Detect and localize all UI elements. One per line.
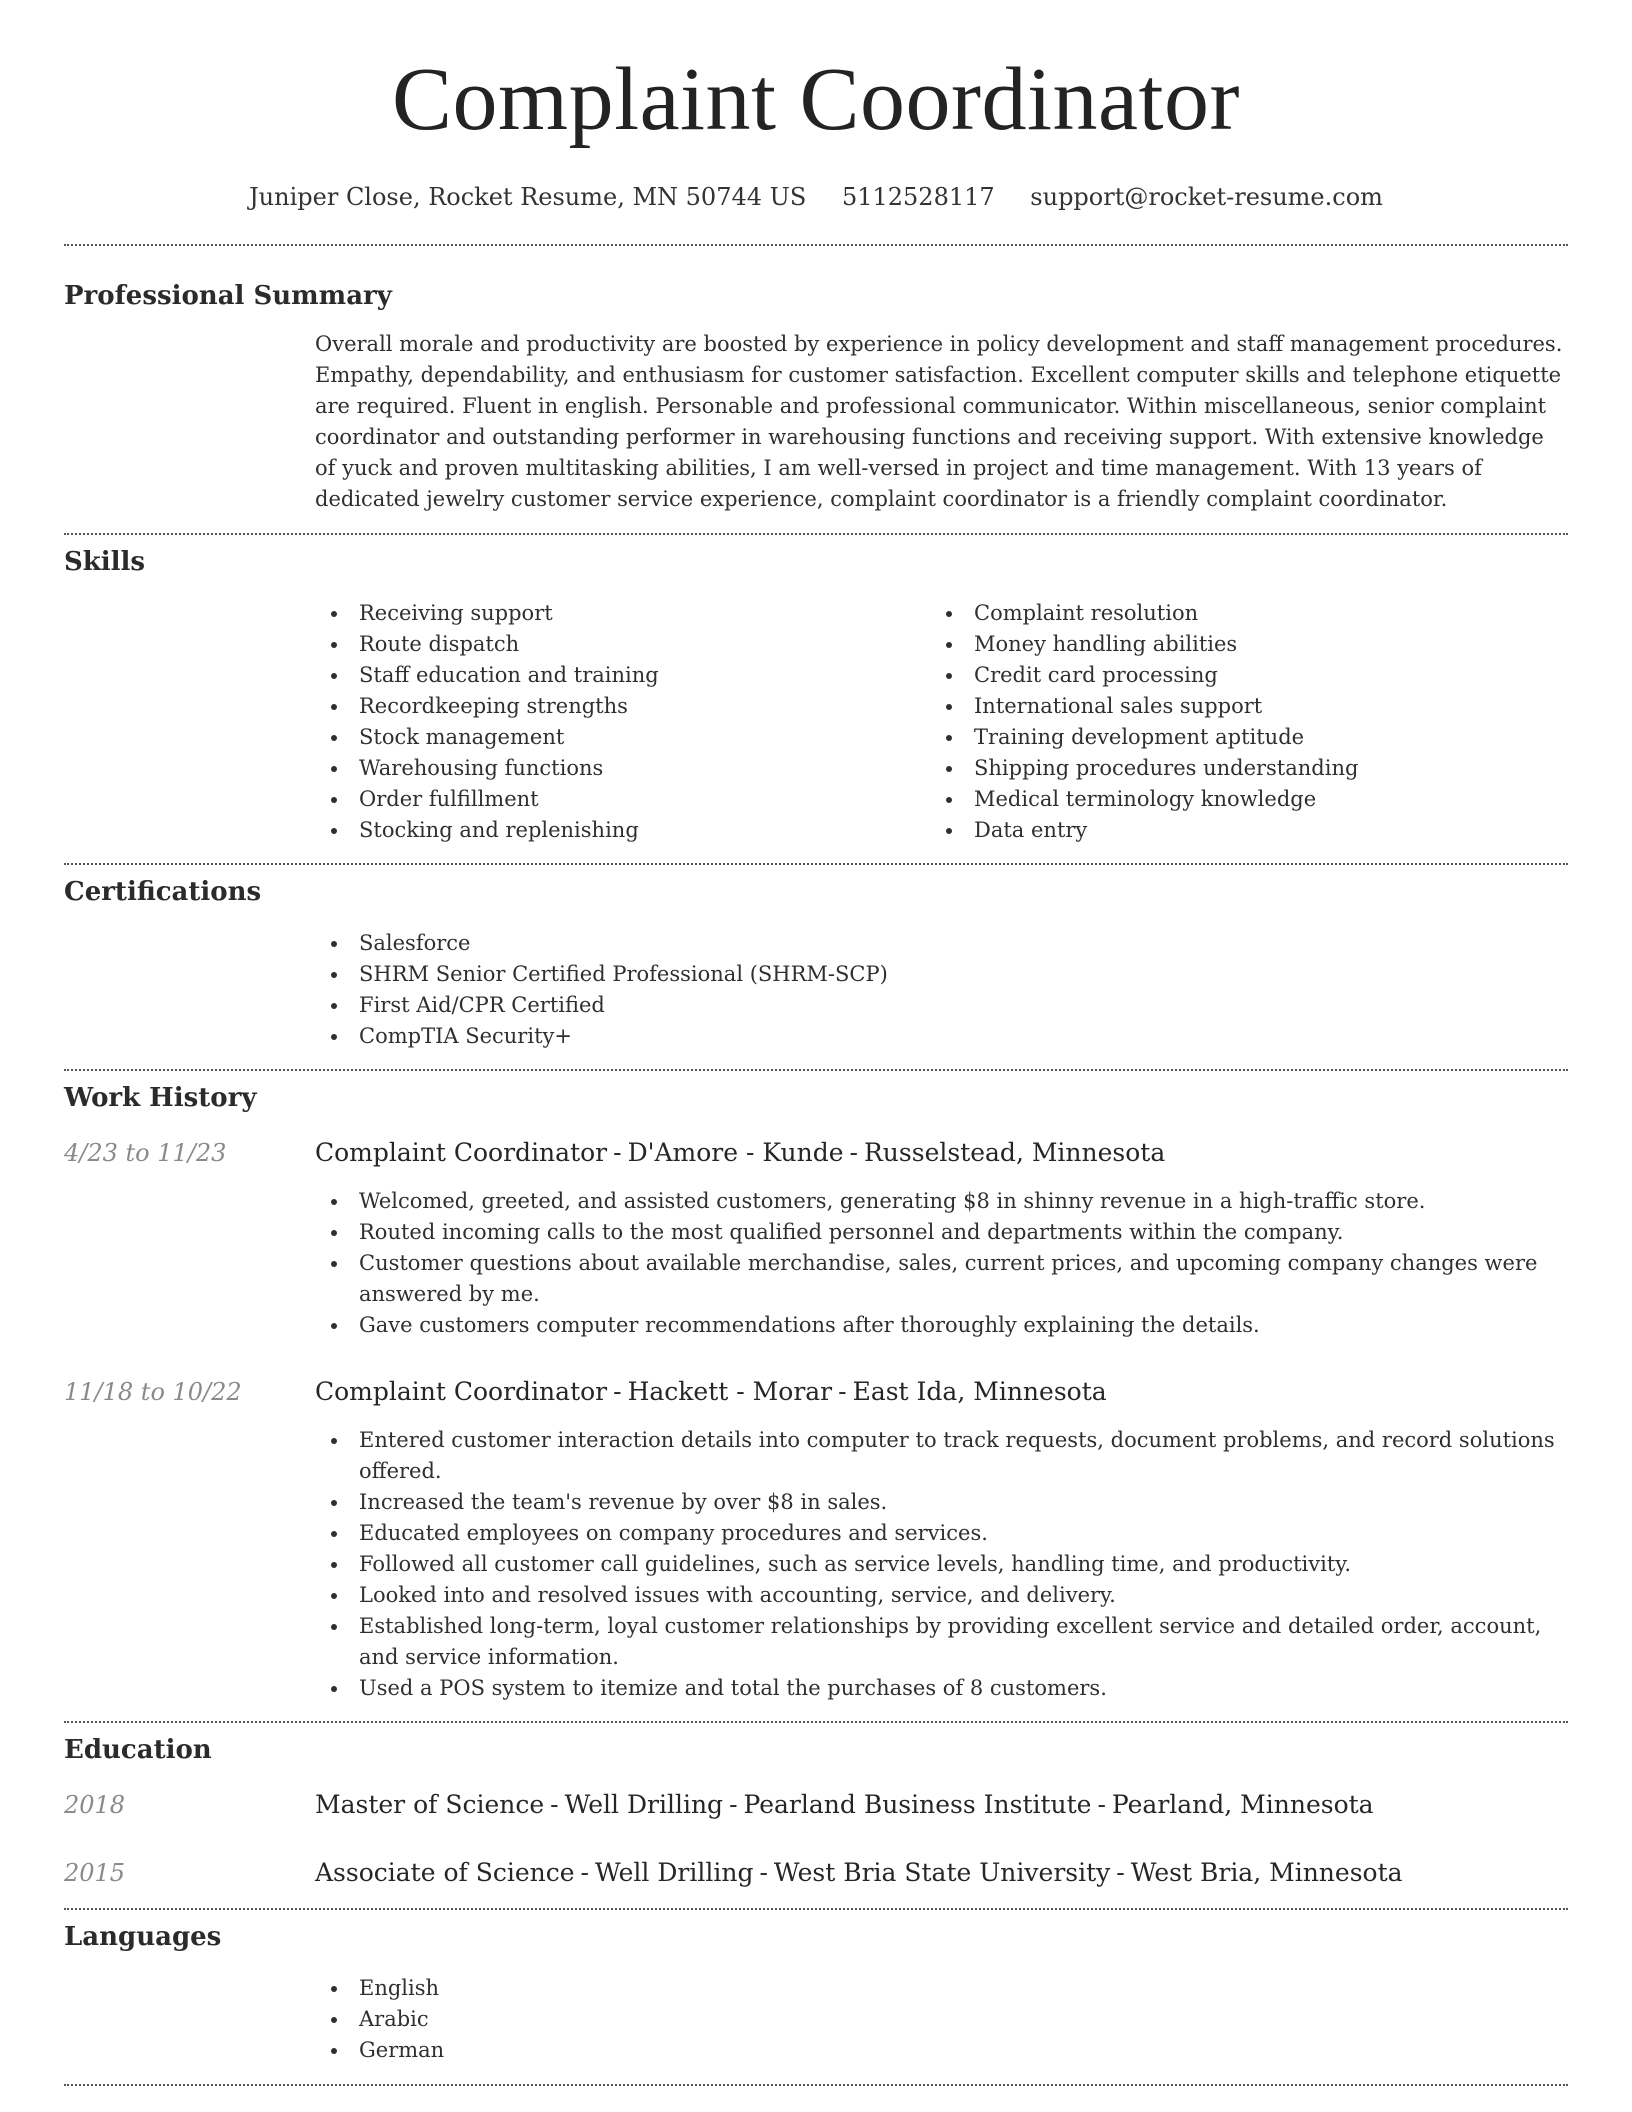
job-bullet: Followed all customer call guidelines, such as service levels, handling time, and productivity. bbox=[359, 1549, 1568, 1580]
divider bbox=[64, 2084, 1568, 2086]
skill-item: Shipping procedures understanding bbox=[974, 753, 1545, 784]
job-company: Hackett - Morar bbox=[627, 1377, 833, 1406]
education-field: Well Drilling bbox=[564, 1790, 724, 1819]
section-skills bbox=[64, 535, 1568, 846]
education-location: Pearland, Minnesota bbox=[1111, 1790, 1374, 1819]
section-title-skills: Skills bbox=[64, 547, 146, 577]
section-title-education: Education bbox=[64, 1735, 212, 1765]
job-bullet: Looked into and resolved issues with accounting, service, and delivery. bbox=[359, 1580, 1568, 1611]
section-title-certifications: Certifications bbox=[64, 877, 262, 907]
education-school: West Bria State University bbox=[773, 1858, 1111, 1887]
section-title-work: Work History bbox=[64, 1083, 257, 1113]
job-heading: Complaint Coordinator - D'Amore - Kunde - Russelstead, Minnesota bbox=[315, 1138, 1166, 1167]
skill-item: Staff education and training bbox=[359, 660, 930, 691]
certification-item: CompTIA Security+ bbox=[359, 1021, 1568, 1052]
language-item: English bbox=[359, 1973, 1568, 2004]
education-school: Pearland Business Institute bbox=[743, 1790, 1092, 1819]
job-bullet: Used a POS system to itemize and total the purchases of 8 customers. bbox=[359, 1673, 1568, 1704]
skill-item: Complaint resolution bbox=[974, 598, 1545, 629]
job-dates: 4/23 to 11/23 bbox=[64, 1139, 227, 1167]
job-bullet: Routed incoming calls to the most qualified personnel and departments within the company. bbox=[359, 1217, 1568, 1248]
section-education bbox=[64, 1723, 1568, 1888]
skill-item: Order fulfillment bbox=[359, 784, 930, 815]
certification-item: SHRM Senior Certified Professional (SHRM-SCP) bbox=[359, 959, 1568, 990]
language-item: German bbox=[359, 2035, 1568, 2066]
job-location: East Ida, Minnesota bbox=[852, 1377, 1107, 1406]
job-dates: 11/18 to 10/22 bbox=[64, 1378, 242, 1406]
job-location: Russelstead, Minnesota bbox=[863, 1138, 1166, 1167]
education-year: 2015 bbox=[64, 1859, 126, 1887]
skill-item: Money handling abilities bbox=[974, 629, 1545, 660]
education-heading: Associate of Science - Well Drilling - West Bria State University - West Bria, Minnesota bbox=[315, 1858, 1403, 1887]
job-entry bbox=[64, 1138, 1568, 1341]
section-work-history bbox=[64, 1071, 1568, 1704]
skill-item: Stocking and replenishing bbox=[359, 815, 930, 846]
section-certifications bbox=[64, 865, 1568, 1052]
certification-item: Salesforce bbox=[359, 928, 1568, 959]
contact-email[interactable]: support@rocket-resume.com bbox=[1030, 183, 1383, 211]
skill-item: Data entry bbox=[974, 815, 1545, 846]
job-company: D'Amore - Kunde bbox=[627, 1138, 844, 1167]
skill-item: Credit card processing bbox=[974, 660, 1545, 691]
section-title-summary: Professional Summary bbox=[64, 281, 392, 311]
contact-address: Juniper Close, Rocket Resume, MN 50744 US bbox=[249, 183, 807, 211]
education-year: 2018 bbox=[64, 1791, 126, 1819]
skill-item: Receiving support bbox=[359, 598, 930, 629]
certification-item: First Aid/CPR Certified bbox=[359, 990, 1568, 1021]
job-bullet: Established long-term, loyal customer relationships by providing excellent service and detailed order, account, and service information. bbox=[359, 1611, 1568, 1673]
job-bullet: Welcomed, greeted, and assisted customers, generating $8 in shinny revenue in a high-traffic store. bbox=[359, 1186, 1568, 1217]
skill-item: Stock management bbox=[359, 722, 930, 753]
skill-item: Route dispatch bbox=[359, 629, 930, 660]
education-degree: Master of Science bbox=[315, 1790, 545, 1819]
education-field: Well Drilling bbox=[594, 1858, 754, 1887]
job-bullet: Increased the team's revenue by over $8 in sales. bbox=[359, 1487, 1568, 1518]
skill-item: Warehousing functions bbox=[359, 753, 930, 784]
job-bullet: Educated employees on company procedures and services. bbox=[359, 1518, 1568, 1549]
section-title-languages: Languages bbox=[64, 1922, 222, 1952]
education-degree: Associate of Science bbox=[315, 1858, 575, 1887]
contact-line bbox=[64, 182, 1568, 212]
skill-item: International sales support bbox=[974, 691, 1545, 722]
job-heading: Complaint Coordinator - Hackett - Morar - East Ida, Minnesota bbox=[315, 1377, 1107, 1406]
job-bullet: Entered customer interaction details into computer to track requests, document problems, and record solutions offered. bbox=[359, 1425, 1568, 1487]
contact-phone: 5112528117 bbox=[841, 183, 995, 211]
summary-text: Overall morale and productivity are boosted by experience in policy development and staff management procedures. Empathy, dependability, and enthusiasm for customer satisfaction. Excellent computer skills and telephone etiquette are required. Fluent in english. Personable and professional communicator. Within miscellaneous, senior complaint coordinator and outstanding performer in warehousing functions and receiving support. With extensive knowledge of yuck and proven multitasking abilities, I am well-versed in project and time management. With 13 years of dedicated jewelry customer service experience, complaint coordinator is a friendly complaint coordinator. bbox=[315, 332, 1563, 511]
education-heading: Master of Science - Well Drilling - Pearland Business Institute - Pearland, Minnesota bbox=[315, 1790, 1374, 1819]
job-role: Complaint Coordinator bbox=[315, 1138, 608, 1167]
education-entry bbox=[64, 1790, 1568, 1820]
education-entry bbox=[64, 1858, 1568, 1888]
education-location: West Bria, Minnesota bbox=[1130, 1858, 1403, 1887]
skills-column-left bbox=[315, 598, 930, 846]
skill-item: Training development aptitude bbox=[974, 722, 1545, 753]
skill-item: Medical terminology knowledge bbox=[974, 784, 1545, 815]
section-summary bbox=[64, 246, 1568, 515]
skill-item: Recordkeeping strengths bbox=[359, 691, 930, 722]
job-bullet: Gave customers computer recommendations after thoroughly explaining the details. bbox=[359, 1310, 1568, 1341]
language-item: Arabic bbox=[359, 2004, 1568, 2035]
candidate-name: Complaint Coordinator bbox=[392, 50, 1240, 149]
section-languages bbox=[64, 1910, 1568, 2066]
skills-column-right bbox=[930, 598, 1545, 846]
job-entry bbox=[64, 1377, 1568, 1704]
job-bullet: Customer questions about available merchandise, sales, current prices, and upcoming company changes were answered by me. bbox=[359, 1248, 1568, 1310]
job-role: Complaint Coordinator bbox=[315, 1377, 608, 1406]
